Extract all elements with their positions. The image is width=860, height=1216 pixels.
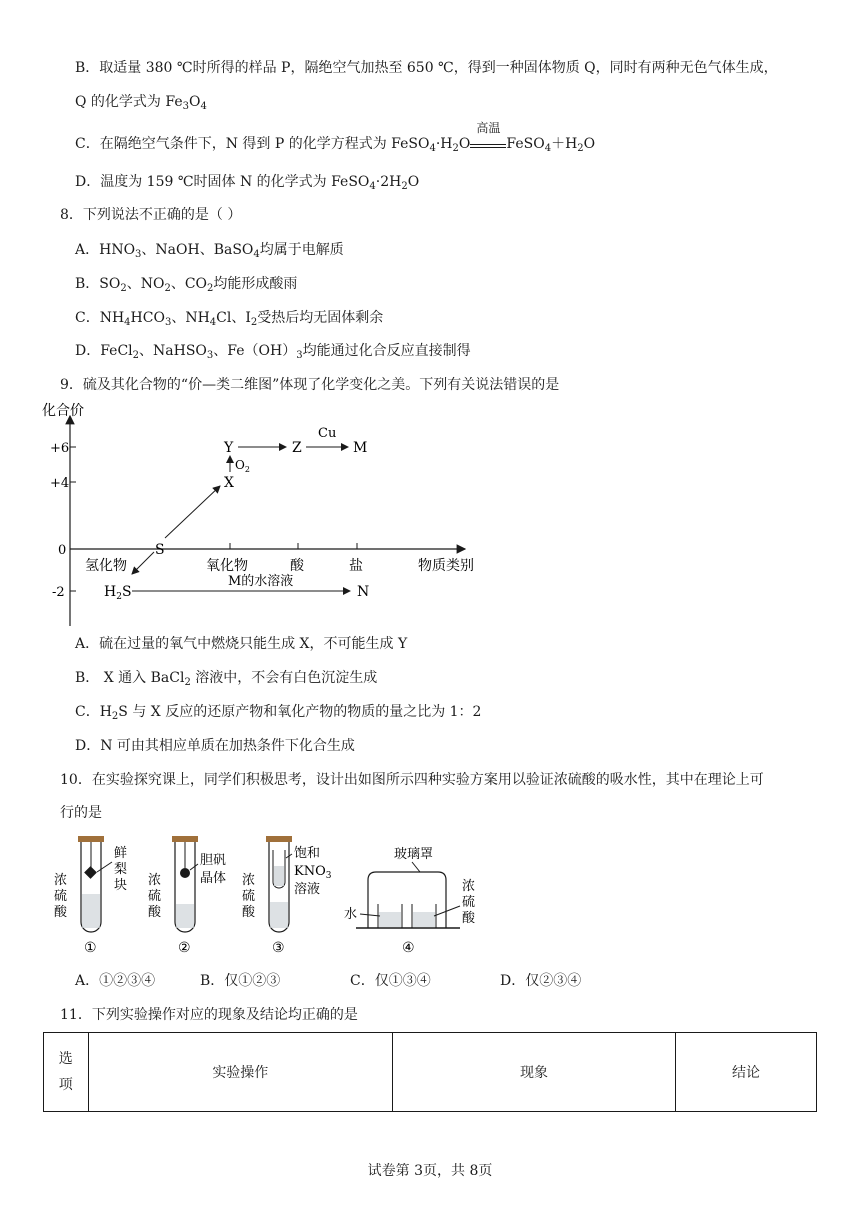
label-water: 水 [344,907,358,922]
label-acid: 酸 [148,905,162,920]
label-acid: 硫 [242,889,256,904]
label-acid: 酸 [54,905,68,920]
q8-option-c: C．$NH_4HCO_3$、$NH_4Cl$、$I_2$受热后均无固体剩余 [75,310,384,328]
setup-4 [344,846,476,956]
table-header-row [44,1033,817,1112]
q11-table [43,1032,817,1112]
label-acid: 浓 [242,873,256,888]
page-footer: 试卷第 3页，共 8页 [367,1163,493,1179]
q10-stem-line1: 10．在实验探究课上，同学们积极思考，设计出如图所示四种实验方案用以验证浓硫酸的吸水性，其中在理论上可 [60,772,764,788]
label-pear: 块 [114,878,128,893]
q10-choice-b: B．仅①②③ [200,973,281,989]
q8-stem: 8．下列说法不正确的是（ ） [60,207,242,223]
arrow-s-to-h2s [132,552,154,574]
q9-option-b: B． X 通入 BaCl$_2$ 溶液中，不会有白色沉淀生成 [75,670,378,688]
label-acid: 酸 [242,905,256,920]
species-x: X [224,475,234,491]
x-category-label: 氢化物 [85,558,127,574]
setup-3 [242,836,332,956]
valence-class-diagram [40,398,480,628]
x-category-label: 氧化物 [206,558,248,574]
label-acid: 浓 [54,873,68,888]
label-bluestone: 晶体 [200,871,227,886]
q10-stem-line2: 行的是 [60,805,102,821]
header-phenomenon: 现象 [393,1033,676,1112]
setup-1 [54,836,127,956]
label-acid: 硫 [462,895,476,910]
q10-choice-c: C．仅①③④ [350,973,431,989]
setup-number: ③ [272,940,285,956]
q8-option-b: B．$SO_2$、$NO_2$、$CO_2$均能形成酸雨 [75,276,298,294]
setup-number: ② [178,940,191,956]
y-tick-label: 0 [58,543,67,558]
x-axis-title: 物质类别 [418,558,474,574]
arrow-s-to-x [165,486,220,538]
y-tick-label: +4 [50,476,70,491]
y-tick-label: -2 [52,585,65,600]
q10-choice-d: D．仅②③④ [500,973,582,989]
q9-option-c: C．$H_2S$ 与 X 反应的还原产物和氧化产物的物质的量之比为 1：2 [75,704,482,722]
species-s: S [155,542,165,558]
label-bluestone: 胆矾 [200,853,227,868]
q7-option-b-line1: B．取适量 380 ℃时所得的样品 P，隔绝空气加热至 650 ℃，得到一种固体物质 Q，同时有两种无色气体生成， [75,60,778,76]
q7-option-b-line2: Q 的化学式为 $Fe_3O_4$ [75,94,207,112]
label-pear: 梨 [114,862,128,877]
label-pear: 鲜 [114,846,128,861]
label-m-aqueous: M的水溶液 [228,574,294,589]
label-acid: 硫 [54,889,68,904]
x-category-label: 盐 [349,558,363,574]
label-acid: 酸 [462,911,476,926]
reaction-condition: 高温 [470,132,506,148]
x-category-label: 酸 [290,558,304,574]
header-operation: 实验操作 [88,1033,393,1112]
q9-option-d: D．N 可由其相应单质在加热条件下化合生成 [75,738,355,754]
y-tick-label: +6 [50,441,70,456]
species-h2s: $H_2S$ [104,584,132,602]
label-acid: 硫 [148,889,162,904]
header-option: 选 项 [44,1033,89,1112]
q9-stem: 9．硫及其化合物的“价—类二维图”体现了化学变化之美。下列有关说法错误的是 [60,377,560,393]
header-conclusion: 结论 [675,1033,816,1112]
setup-number: ① [84,940,97,956]
setup-2 [148,836,226,956]
q7-option-c: C．在隔绝空气条件下，N 得到 P 的化学方程式为 $FeSO_4\cdot H_2O$ 高温 $FeSO_4+H_2O$ [75,121,596,154]
q8-option-a: A．$HNO_3$、NaOH、BaSO$_4$均属于电解质 [75,242,344,260]
label-kno3: 溶液 [294,882,321,897]
species-m: M [353,440,368,456]
label-acid: 浓 [148,873,162,888]
setup-number: ④ [402,940,415,956]
experiment-setups-figure [50,832,490,960]
label-kno3: 饱和 [294,846,321,861]
label-acid: 浓 [462,879,476,894]
species-y: Y [224,440,234,456]
label-glass-cover: 玻璃罩 [394,847,434,862]
species-n: N [357,584,370,600]
q7-option-d: D．温度为 159 ℃时固体 N 的化学式为 $FeSO_4\cdot 2H_2O$ [75,174,420,192]
label-cu: Cu [318,426,337,441]
label-o2: $O_2$ [235,458,250,474]
q11-stem: 11．下列实验操作对应的现象及结论均正确的是 [60,1007,358,1023]
q8-option-d: D．FeCl$_2$、NaHSO$_3$、$Fe(OH)_3$均能通过化合反应直接制得 [75,343,471,361]
y-axis-title: 化合价 [42,403,84,419]
label-kno3: $KNO_3$ [294,864,332,881]
q9-option-a: A．硫在过量的氧气中燃烧只能生成 X，不可能生成 Y [75,636,408,652]
species-z: Z [292,440,302,456]
q10-choice-a: A．①②③④ [75,973,156,989]
